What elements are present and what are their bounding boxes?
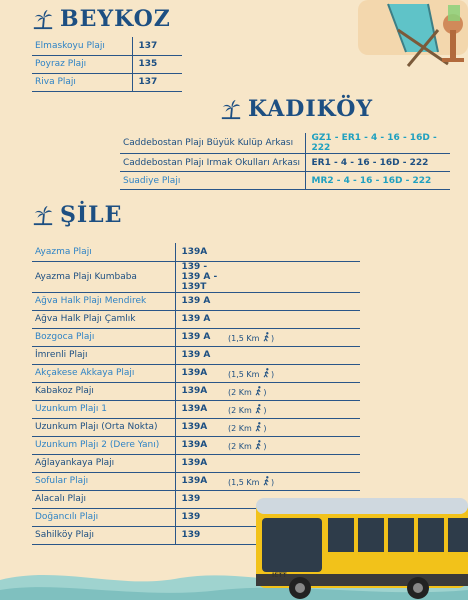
table-row [32, 418, 360, 436]
walking-distance: (2 Km ) [225, 418, 360, 436]
table-row [32, 436, 360, 454]
beach-name: Sofular Plajı [32, 472, 175, 490]
table-row [32, 472, 360, 490]
walking-distance: (2 Km ) [225, 382, 360, 400]
bus-line: 137 [132, 37, 182, 55]
table-row [32, 400, 360, 418]
beach-name: Suadiye Plajı [120, 172, 305, 190]
walking-distance [225, 310, 360, 328]
bus-line: 139A [175, 472, 225, 490]
section-title-text: ŞİLE [60, 202, 123, 228]
beach-name: Uzunkum Plajı (Orta Nokta) [32, 418, 175, 436]
walking-distance: (1,5 Km ) [225, 328, 360, 346]
walking-distance-text: (2 Km [228, 423, 252, 433]
beach-name: Ayazma Plajı [32, 243, 175, 261]
walking-distance [225, 261, 360, 292]
bus-line: 139 [175, 508, 225, 526]
bus-line: 137 [132, 73, 182, 91]
bus-line: 139 [175, 490, 225, 508]
beach-name: Caddebostan Plajı Irmak Okulları Arkası [120, 154, 305, 172]
table-row [32, 328, 360, 346]
beach-name: Riva Plajı [32, 73, 132, 91]
beach-name: Ayazma Plajı Kumbaba [32, 261, 175, 292]
beach-name: Doğancılı Plajı [32, 508, 175, 526]
beach-name: Uzunkum Plajı 1 [32, 400, 175, 418]
walking-distance: (2 Km ) [225, 436, 360, 454]
beach-name: Caddebostan Plajı Büyük Kulüp Arkası [120, 133, 305, 154]
table-row [32, 346, 360, 364]
table-row [32, 454, 360, 472]
bus-line: MR2 - 4 - 16 - 16D - 222 [305, 172, 450, 190]
walking-distance [225, 243, 360, 261]
bus-line: 139A [175, 418, 225, 436]
beach-name: Akçakese Akkaya Plajı [32, 364, 175, 382]
walking-person-icon [262, 368, 271, 378]
walking-distance [225, 346, 360, 364]
bus-line: 139A [175, 382, 225, 400]
walking-distance-text: (1,5 Km [228, 333, 260, 343]
bus-line: 139 A [175, 346, 225, 364]
walking-person-icon [262, 476, 271, 486]
bus-line: GZ1 - ER1 - 4 - 16 - 16D - 222 [305, 133, 450, 154]
table-row [32, 364, 360, 382]
palm-tree-icon [32, 8, 54, 30]
section-title-beykoz [32, 6, 171, 32]
palm-tree-icon [32, 204, 54, 226]
beykoz-table [32, 37, 182, 92]
walking-distance-text: (1,5 Km [228, 477, 260, 487]
walking-distance: (1,5 Km ) [225, 364, 360, 382]
table-row [32, 382, 360, 400]
kadikoy-table [120, 133, 450, 190]
table-row [32, 310, 360, 328]
beach-name: İmrenli Plajı [32, 346, 175, 364]
bus-line: 139 A [175, 328, 225, 346]
beach-name: Kabakoz Plajı [32, 382, 175, 400]
beach-name: Ağva Halk Plajı Çamlık [32, 310, 175, 328]
beach-name: Ağlayankaya Plajı [32, 454, 175, 472]
section-title-kadikoy [220, 96, 373, 122]
bus-illustration [248, 494, 468, 600]
walking-distance: (2 Km ) [225, 400, 360, 418]
walking-person-icon [262, 332, 271, 342]
table-row [32, 37, 182, 55]
walking-person-icon [254, 386, 263, 396]
table-row [120, 133, 450, 154]
walking-person-icon [254, 422, 263, 432]
bus-line: 139 [175, 526, 225, 544]
walking-distance-text: (2 Km [228, 405, 252, 415]
bus-line: 139A [175, 436, 225, 454]
beach-name: Sahilköy Plajı [32, 526, 175, 544]
table-row [32, 261, 360, 292]
bus-line: 139 A [175, 292, 225, 310]
table-row [32, 292, 360, 310]
beach-name: Ağva Halk Plajı Mendirek [32, 292, 175, 310]
walking-distance-text: (2 Km [228, 441, 252, 451]
beach-chair-illustration [288, 0, 468, 80]
bus-line: ER1 - 4 - 16 - 16D - 222 [305, 154, 450, 172]
bus-plate: İETT [272, 572, 287, 579]
beach-name: Bozgoca Plajı [32, 328, 175, 346]
table-row [32, 73, 182, 91]
walking-distance-text: (2 Km [228, 387, 252, 397]
bus-line: 139 - 139 A - 139T [175, 261, 225, 292]
bus-line: 139A [175, 243, 225, 261]
table-row [120, 154, 450, 172]
section-title-text: BEYKOZ [60, 6, 171, 32]
bus-line: 139 A [175, 310, 225, 328]
table-row [120, 172, 450, 190]
walking-distance [225, 454, 360, 472]
walking-person-icon [254, 404, 263, 414]
palm-tree-icon [220, 98, 242, 120]
walking-distance [225, 292, 360, 310]
section-title-sile [32, 202, 122, 228]
bus-line: 139A [175, 400, 225, 418]
table-row [32, 243, 360, 261]
walking-distance-text: (1,5 Km [228, 369, 260, 379]
bus-line: 139A [175, 454, 225, 472]
walking-person-icon [254, 440, 263, 450]
beach-name: Alacalı Plajı [32, 490, 175, 508]
section-title-text: KADIKÖY [248, 96, 374, 122]
beach-name: Uzunkum Plajı 2 (Dere Yanı) [32, 436, 175, 454]
bus-line: 135 [132, 55, 182, 73]
table-row [32, 55, 182, 73]
beach-name: Elmaskoyu Plajı [32, 37, 132, 55]
beach-name: Poyraz Plajı [32, 55, 132, 73]
bus-line: 139A [175, 364, 225, 382]
walking-distance: (1,5 Km ) [225, 472, 360, 490]
